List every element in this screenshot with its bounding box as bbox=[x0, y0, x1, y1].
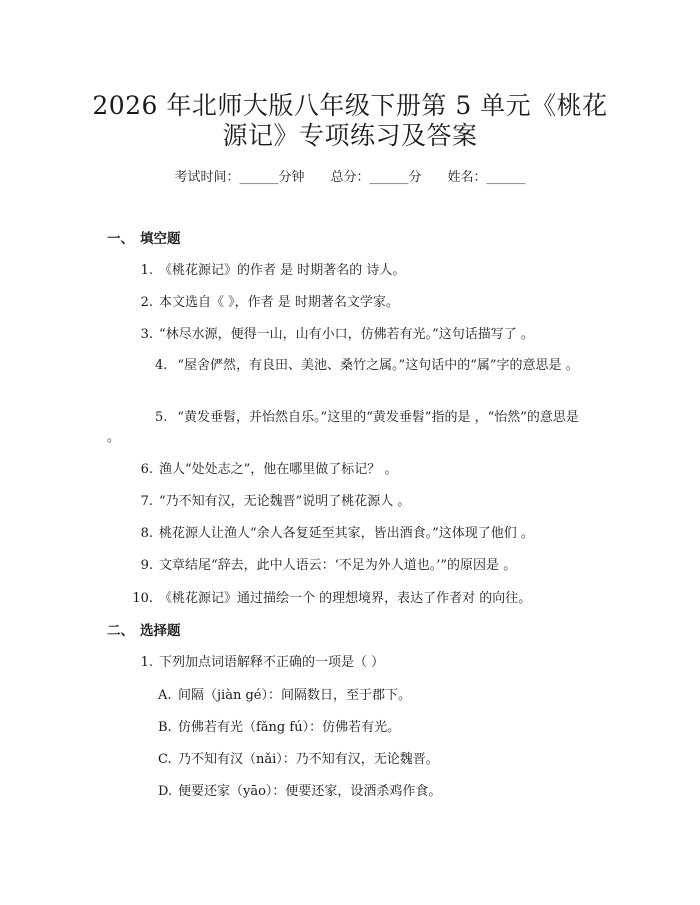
question-number: 10. bbox=[132, 591, 153, 606]
total-score-field: 总分：______分 bbox=[330, 170, 422, 185]
question-number: 1. bbox=[140, 655, 153, 670]
question-text: 本文选自《 》，作者 是 时期著名文学家。 bbox=[159, 295, 399, 310]
choice-option-c bbox=[158, 750, 598, 770]
fill-blank-question bbox=[107, 356, 593, 376]
choice-option-a bbox=[158, 686, 598, 706]
question-number: 3. bbox=[140, 327, 153, 342]
question-text: “屋舍俨然，有良田、美池、桑竹之属。”这句话中的“属”字的意思是 。 bbox=[177, 358, 579, 373]
fill-blank-question bbox=[107, 589, 593, 609]
question-number: 9. bbox=[140, 558, 153, 573]
fill-blank-question bbox=[107, 492, 593, 512]
option-label: D. bbox=[158, 784, 173, 799]
section-heading-choice bbox=[107, 621, 181, 641]
section-number: 一、 bbox=[107, 231, 134, 247]
fill-blank-question bbox=[107, 293, 593, 313]
question-text: 《桃花源记》通过描绘一个 的理想境界，表达了作者对 的向往。 bbox=[159, 591, 532, 606]
option-text: 乃不知有汉（nǎi）：乃不知有汉，无论魏晋。 bbox=[178, 752, 439, 767]
question-number: 5. bbox=[155, 410, 168, 425]
section-heading-fill-blank bbox=[107, 229, 181, 249]
exam-time-field: 考试时间：______分钟 bbox=[174, 170, 305, 185]
option-text: 仿佛若有光（fǎng fú）：仿佛若有光。 bbox=[178, 720, 401, 735]
question-number: 6. bbox=[140, 462, 153, 477]
choice-question bbox=[107, 653, 593, 673]
section-label: 选择题 bbox=[140, 623, 181, 639]
fill-blank-question bbox=[107, 408, 593, 448]
student-name-field: 姓名：______ bbox=[447, 170, 526, 185]
fill-blank-question bbox=[107, 261, 593, 281]
option-text: 便要还家（yāo）：便要还家，设酒杀鸡作食。 bbox=[178, 784, 442, 799]
question-text: 渔人“处处志之”，他在哪里做了标记？ 。 bbox=[159, 462, 398, 477]
document-title-line-2: 源记》专项练习及答案 bbox=[222, 121, 478, 150]
question-number: 8. bbox=[140, 526, 153, 541]
option-text: 间隔（jiàn gé）：间隔数日，至于郡下。 bbox=[178, 688, 411, 703]
document-title-line-1: 2026 年北师大版八年级下册第 5 单元《桃花 bbox=[92, 91, 608, 120]
option-label: C. bbox=[158, 752, 172, 767]
choice-option-b bbox=[158, 718, 598, 738]
section-label: 填空题 bbox=[140, 231, 181, 247]
question-text: “林尽水源，便得一山，山有小口，仿佛若有光。”这句话描写了 。 bbox=[159, 327, 534, 342]
section-number: 二、 bbox=[107, 623, 134, 639]
question-number: 2. bbox=[140, 295, 153, 310]
fill-blank-question bbox=[107, 556, 593, 576]
question-number: 4. bbox=[155, 358, 168, 373]
question-number: 1. bbox=[140, 263, 153, 278]
fill-blank-question bbox=[107, 325, 593, 345]
option-label: A. bbox=[158, 688, 172, 703]
question-text: 桃花源人让渔人“余人各复延至其家，皆出酒食。”这体现了他们 。 bbox=[159, 526, 534, 541]
question-stem: 下列加点词语解释不正确的一项是（ ） bbox=[159, 655, 385, 670]
question-text: 《桃花源记》的作者 是 时期著名的 诗人。 bbox=[159, 263, 406, 278]
question-text: “黄发垂髫，并怡然自乐。”这里的“黄发垂髫”指的是 ，“怡然”的意思是 。 bbox=[107, 410, 579, 445]
option-label: B. bbox=[158, 720, 172, 735]
question-text: “乃不知有汉，无论魏晋”说明了桃花源人 。 bbox=[159, 494, 411, 509]
choice-option-d bbox=[158, 782, 598, 802]
question-text: 文章结尾“辞去，此中人语云：‘不足为外人道也。’”的原因是 。 bbox=[159, 558, 517, 573]
fill-blank-question bbox=[107, 460, 593, 480]
fill-blank-question bbox=[107, 524, 593, 544]
question-number: 7. bbox=[140, 494, 153, 509]
exam-meta bbox=[0, 168, 700, 188]
